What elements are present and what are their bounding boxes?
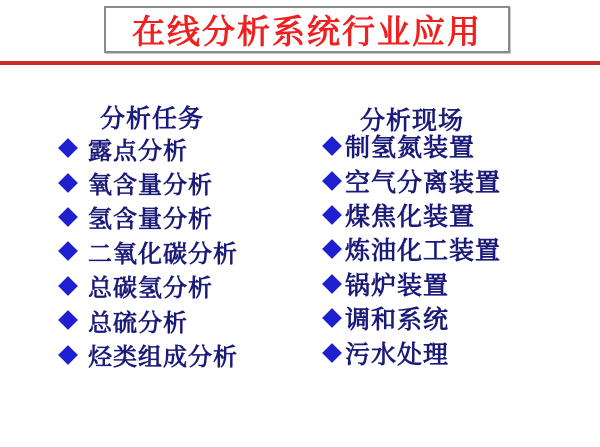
diamond-bullet-icon <box>322 274 342 294</box>
list-item <box>58 303 238 337</box>
list-item-label: 氧含量分析 <box>88 172 213 200</box>
diamond-bullet-icon <box>58 173 78 193</box>
diamond-bullet-icon <box>58 345 78 365</box>
tasks-list <box>58 131 238 372</box>
column-header-tasks: 分析任务 <box>100 105 205 133</box>
list-item <box>58 131 238 165</box>
slide-title: 在线分析系统行业应用 <box>132 13 482 50</box>
list-item <box>58 234 238 268</box>
list-item <box>322 301 501 335</box>
list-item-label: 氢含量分析 <box>88 206 213 234</box>
list-item-label: 炼油化工装置 <box>345 237 502 266</box>
column-header-sites: 分析现场 <box>360 107 465 135</box>
diamond-bullet-icon <box>58 138 78 158</box>
list-item-label: 总硫分析 <box>88 309 188 337</box>
diamond-bullet-icon <box>322 171 342 191</box>
list-item-label: 煤焦化装置 <box>345 202 476 231</box>
diamond-bullet-icon <box>322 239 342 259</box>
title-box <box>104 6 510 53</box>
list-item <box>58 337 238 371</box>
list-item-label: 制氢氮装置 <box>345 134 476 163</box>
diamond-bullet-icon <box>58 241 78 261</box>
list-item-label: 空气分离装置 <box>345 168 502 197</box>
list-item <box>58 200 238 234</box>
list-item-label: 锅炉装置 <box>345 271 450 300</box>
diamond-bullet-icon <box>322 308 342 328</box>
diamond-bullet-icon <box>58 207 78 227</box>
sites-list <box>322 129 501 370</box>
list-item-label: 二氧化碳分析 <box>88 240 238 268</box>
list-item <box>58 269 238 303</box>
diamond-bullet-icon <box>322 343 342 363</box>
list-item <box>322 267 501 301</box>
list-item-label: 烃类组成分析 <box>88 344 238 372</box>
list-item-label: 调和系统 <box>345 306 450 335</box>
diamond-bullet-icon <box>322 205 342 225</box>
list-item <box>322 129 501 163</box>
list-item <box>322 232 501 266</box>
list-item-label: 总碳氢分析 <box>88 275 213 303</box>
list-item <box>322 198 501 232</box>
divider-line <box>0 61 600 65</box>
list-item-label: 露点分析 <box>88 137 188 165</box>
diamond-bullet-icon <box>58 276 78 296</box>
diamond-bullet-icon <box>322 136 342 156</box>
list-item <box>58 165 238 199</box>
list-item <box>322 335 501 369</box>
list-item-label: 污水处理 <box>345 340 450 369</box>
diamond-bullet-icon <box>58 310 78 330</box>
list-item <box>322 163 501 197</box>
